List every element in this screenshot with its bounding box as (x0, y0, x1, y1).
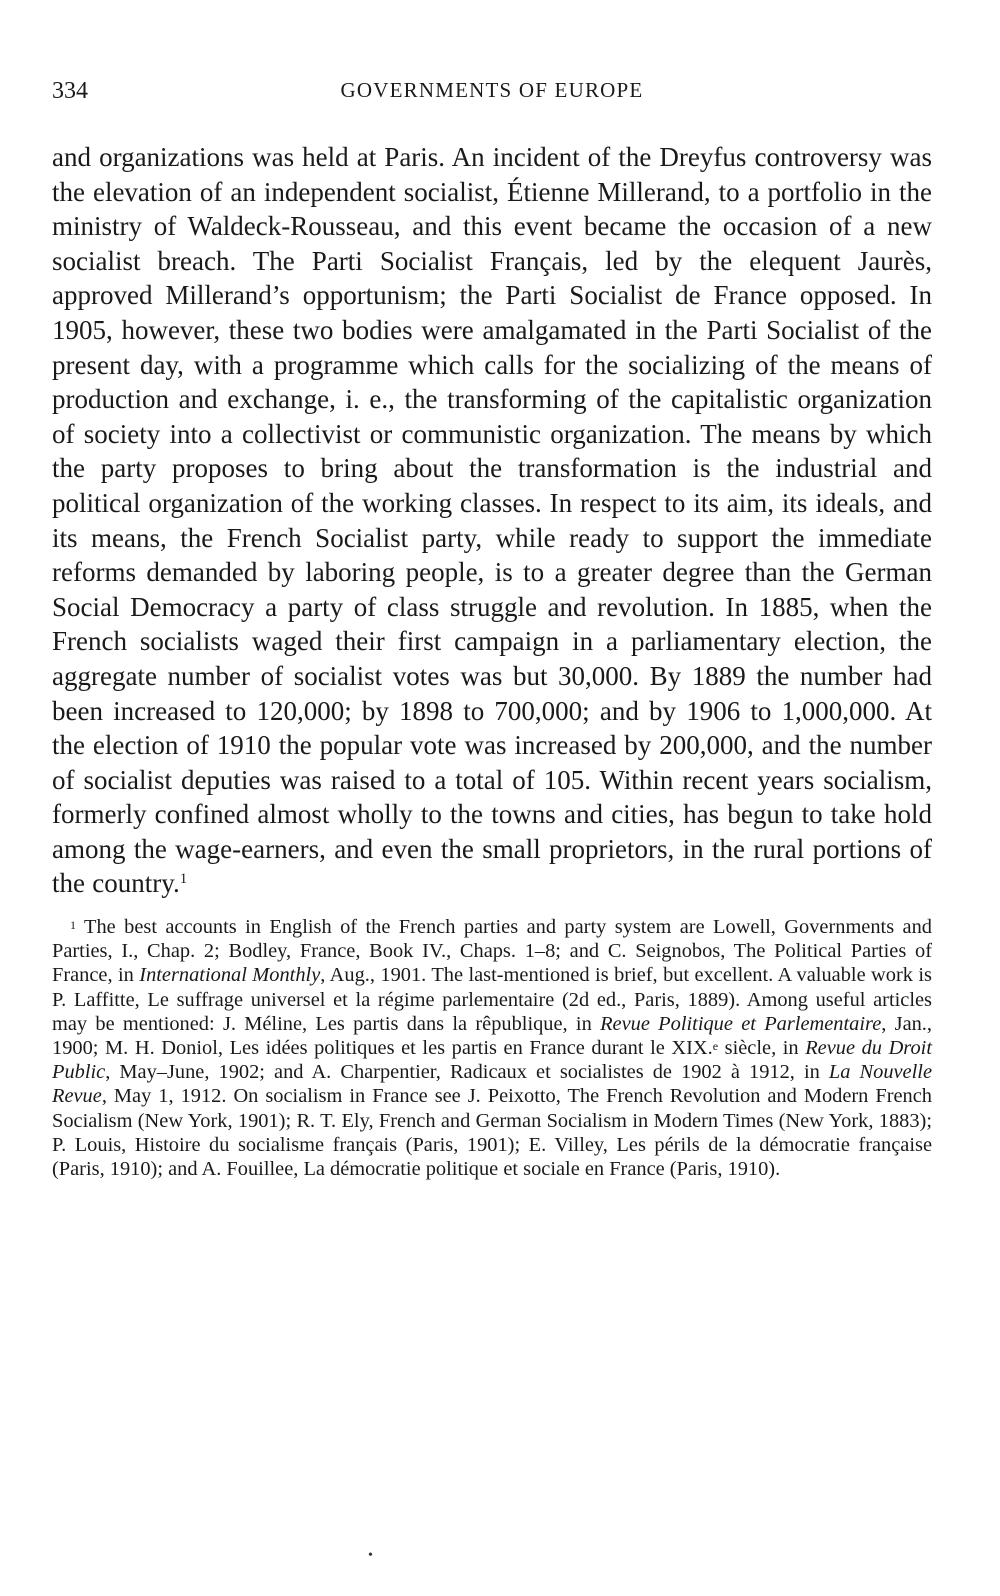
bottom-mark: • (368, 1548, 373, 1563)
footnote (52, 915, 932, 1181)
book-page (52, 72, 932, 1181)
footnote-text-1: The best accounts in English of the French parties and party system are Lowell, Governments and Parties, I., Chap. 2; Bodley, France, Book IV., Chaps. 1–8; and C. Seignobos, The Political Parties of France, in (52, 916, 932, 987)
footnote-text-4: siècle, in (718, 1037, 806, 1060)
body-paragraph-text: and organizations was held at Paris. An incident of the Dreyfus controversy was the elevation of an independent socialist, Étienne Millerand, to a portfolio in the ministry of Waldeck-Rousseau, and this event became the occasion of a new socialist breach. The Parti Socialist Français, led by the elequent Jaurès, approved Millerand’s opportunism; the Parti Socialist de France opposed. In 1905, however, these two bodies were amalgamated in the Parti Socialist of the present day, with a programme which calls for the socializing of the means of production and exchange, i. e., the transforming of the capitalistic organization of society into a collectivist or communistic organization. The means by which the party proposes to bring about the transformation is the industrial and political organization of the working classes. In respect to its aim, its ideals, and its means, the French Socialist party, while ready to support the immediate reforms demanded by laboring people, is to a greater degree than the German Social Democracy a party of class struggle and revolution. In 1885, when the French socialists waged their first campaign in a parliamentary election, the aggregate number of socialist votes was but 30,000. By 1889 the number had been increased to 120,000; by 1898 to 700,000; and by 1906 to 1,000,000. At the election of 1910 the popular vote was increased by 200,000, and the number of socialist deputies was raised to a total of 105. Within recent years socialism, formerly confined almost wholly to the towns and cities, has begun to take hold among the wage-earners, and even the small proprietors, in the rural portions of the country. (52, 142, 932, 899)
footnote-journal-title: Revue du Droit Public (52, 1037, 932, 1084)
running-head (52, 72, 932, 112)
footnote-journal-title: International Monthly (139, 964, 321, 987)
footnote-text-3: , Jan., 1900; M. H. Doniol, Les idées politiques et les partis en France durant le XIX. (52, 1012, 933, 1060)
body-paragraph (52, 140, 932, 901)
footnote-journal-title: La Nouvelle Revue (52, 1061, 932, 1108)
footnote-reference: 1 (179, 871, 188, 888)
footnote-text-5: , May–June, 1902; and A. Charpentier, Radicaux et socialistes de 1902 à 1912, in (105, 1061, 829, 1084)
footnote-journal-title: Revue Politique et Parlementaire (600, 1012, 882, 1035)
footnote-text-2: , Aug., 1901. The last-mentioned is brief, but excellent. A valuable work is P. Laffitte, Le suffrage universel et la régime parlementaire (2d ed., Paris, 1889). Among useful articles may be mentioned: J. Méline, Les partis dans la rêpublique, in (52, 964, 932, 1035)
footnote-marker: 1 (70, 918, 76, 933)
page-number: 334 (52, 78, 88, 104)
footnote-superscript: e (712, 1039, 719, 1054)
main-text (52, 140, 932, 901)
page-heading: GOVERNMENTS OF EUROPE (340, 78, 644, 102)
footnote-text-6: , May 1, 1912. On socialism in France see J. Peixotto, The French Revolution and Modern French Socialism (New York, 1901); R. T. Ely, French and German Socialism in Modern Times (New York, 1883); P. Louis, Histoire du socialisme français (Paris, 1901); E. Villey, Les périls de la démocratie française (Paris, 1910); and A. Fouillee, La démocratie politique et sociale en France (Paris, 1910). (52, 1085, 932, 1181)
